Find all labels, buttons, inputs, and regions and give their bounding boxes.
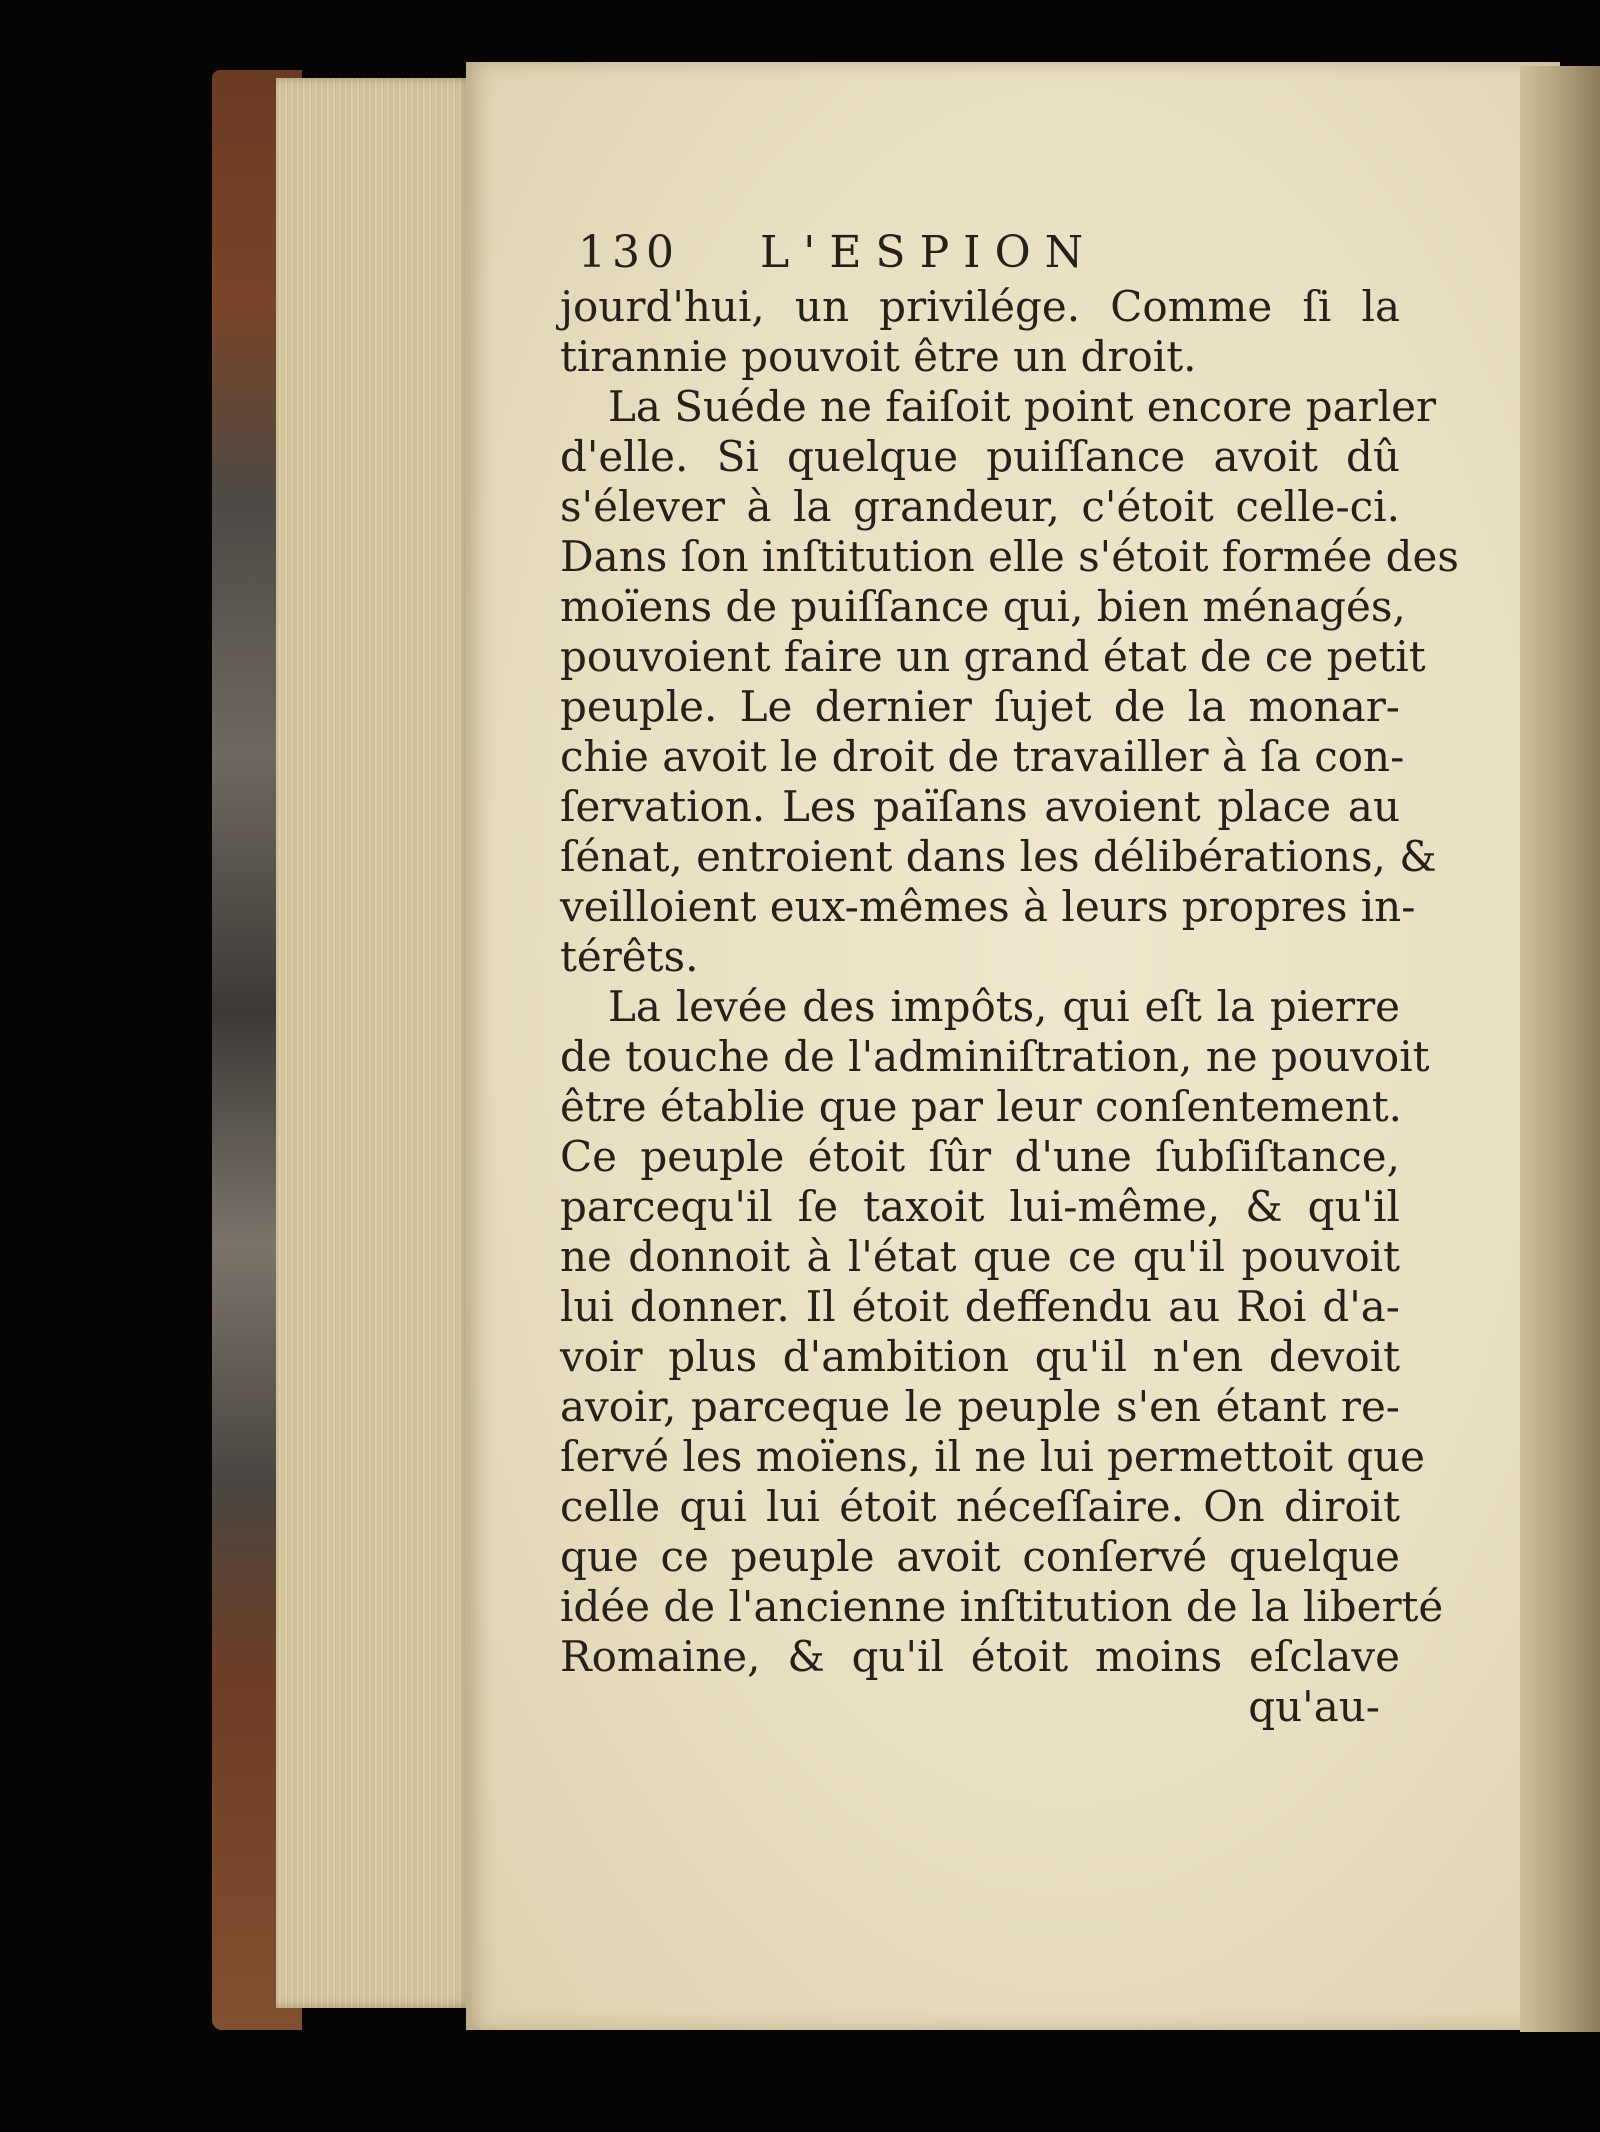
text-line: idée de l'ancienne inſtitution de la liberté bbox=[560, 1582, 1444, 1631]
text-block bbox=[560, 227, 1459, 1732]
text-line: moïens de puiſſance qui, bien ménagés, bbox=[560, 582, 1406, 631]
text-line: Romaine, & qu'il étoit moins eſclave bbox=[560, 1632, 1400, 1681]
text-line: ſénat, entroient dans les délibérations, & bbox=[560, 832, 1437, 881]
text-line: que ce peuple avoit conſervé quelque bbox=[560, 1532, 1400, 1581]
text-line: de touche de l'adminiſtration, ne pouvoit bbox=[560, 1032, 1430, 1081]
text-line: celle qui lui étoit néceſſaire. On diroit bbox=[560, 1482, 1400, 1531]
text-line: lui donner. Il étoit deffendu au Roi d'a- bbox=[560, 1282, 1400, 1331]
text-line: d'elle. Si quelque puiſſance avoit dû bbox=[560, 432, 1400, 481]
text-line: La levée des impôts, qui eſt la pierre bbox=[608, 982, 1400, 1031]
text-line: s'élever à la grandeur, c'étoit celle-ci. bbox=[560, 482, 1400, 531]
running-title: L'ESPION bbox=[760, 227, 1098, 278]
text-line: La Suéde ne faiſoit point encore parler bbox=[608, 382, 1437, 431]
text-line: ſervation. Les païſans avoient place au bbox=[560, 782, 1400, 831]
facing-page-gutter bbox=[1520, 66, 1600, 2032]
text-line: avoir, parceque le peuple s'en étant re- bbox=[560, 1382, 1400, 1431]
catchword: qu'au- bbox=[1248, 1682, 1380, 1731]
text-line: ne donnoit à l'état que ce qu'il pouvoit bbox=[560, 1232, 1400, 1281]
running-head bbox=[560, 228, 1400, 282]
text-line: jourd'hui, un privilége. Comme ſi la bbox=[560, 282, 1400, 331]
text-line: Dans ſon inſtitution elle s'étoit formée des bbox=[560, 532, 1459, 581]
text-line: tirannie pouvoit être un droit. bbox=[560, 332, 1197, 381]
text-line: veilloient eux-mêmes à leurs propres in- bbox=[560, 882, 1416, 931]
text-line: parcequ'il ſe taxoit lui-même, & qu'il bbox=[560, 1182, 1400, 1231]
text-line: pouvoient faire un grand état de ce petit bbox=[560, 632, 1426, 681]
text-line: Ce peuple étoit ſûr d'une ſubſiſtance, bbox=[560, 1132, 1400, 1181]
text-line: peuple. Le dernier ſujet de la monar- bbox=[560, 682, 1400, 731]
page-number: 130 bbox=[578, 227, 680, 278]
text-line: être établie que par leur conſentement. bbox=[560, 1082, 1403, 1131]
text-line: voir plus d'ambition qu'il n'en devoit bbox=[560, 1332, 1400, 1381]
text-line: ſervé les moïens, il ne lui permettoit que bbox=[560, 1432, 1426, 1481]
page-edges bbox=[276, 78, 472, 2008]
text-line: chie avoit le droit de travailler à ſa con- bbox=[560, 732, 1405, 781]
text-line: térêts. bbox=[560, 932, 699, 981]
